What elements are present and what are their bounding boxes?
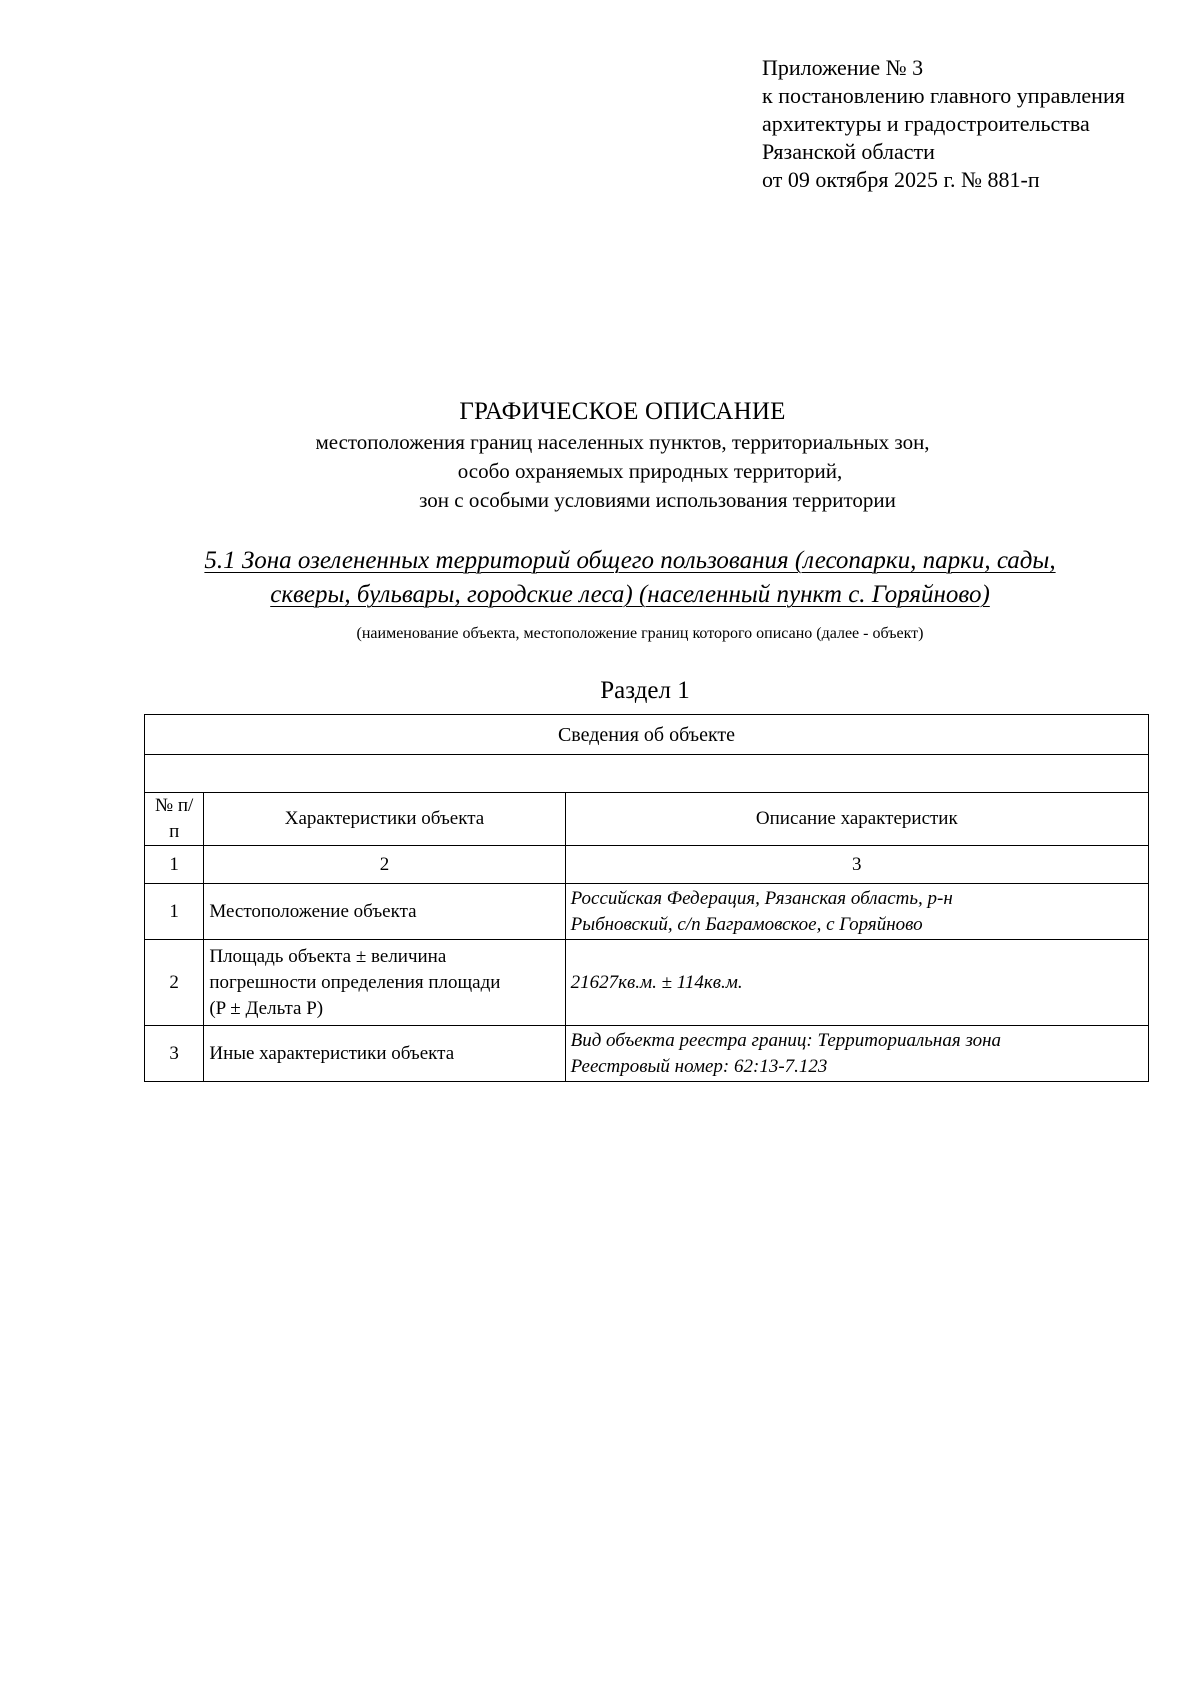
object-name-line: 5.1 Зона озелененных территорий общего пользования (лесопарки, парки, сады,: [204, 547, 1056, 574]
characteristic-name: Иные характеристики объекта: [204, 1026, 565, 1082]
appendix-line: к постановлению главного управления: [762, 83, 1125, 108]
appendix-header: [762, 54, 1125, 194]
column-header: Описание характеристик: [565, 793, 1148, 846]
table-row: [145, 884, 1149, 940]
column-number: 1: [145, 846, 204, 884]
name-line: (P ± Дельта P): [209, 997, 324, 1019]
document-subtitle: особо охраняемых природных территорий,: [457, 459, 843, 483]
table-caption: Сведения об объекте: [145, 715, 1149, 755]
value-line: Рыбновский, с/п Баграмовское, с Горяйново: [570, 913, 923, 935]
appendix-line: архитектуры и градостроительства: [762, 111, 1090, 136]
appendix-line: Рязанской области: [762, 139, 935, 164]
object-info-table: [144, 714, 1149, 1082]
value-line: Реестровый номер: 62:13-7.123: [570, 1055, 828, 1077]
table-row: [145, 940, 1149, 1026]
characteristic-value: 21627кв.м. ± 114кв.м.: [565, 940, 1148, 1026]
object-name-hint: (наименование объекта, местоположение границ которого описано (далее - объект): [356, 625, 924, 642]
table-row: [145, 1026, 1149, 1082]
section-title: Раздел 1: [600, 677, 690, 704]
characteristic-name: [204, 940, 565, 1026]
table-header-row: [145, 793, 1149, 846]
characteristic-value: [565, 884, 1148, 940]
characteristic-name: Местоположение объекта: [204, 884, 565, 940]
column-number-row: [145, 846, 1149, 884]
column-header: № п/п: [145, 793, 204, 846]
name-line: Площадь объекта ± величина: [209, 945, 447, 967]
object-name-line: скверы, бульвары, городские леса) (населенный пункт с. Горяйново): [270, 581, 990, 608]
value-line: Российская Федерация, Рязанская область, р-н: [570, 887, 953, 909]
column-number: 3: [565, 846, 1148, 884]
name-line: погрешности определения площади: [209, 971, 501, 993]
row-number: 1: [145, 884, 204, 940]
object-name: [120, 544, 1140, 612]
column-number: 2: [204, 846, 565, 884]
value-line: Вид объекта реестра границ: Территориальная зона: [570, 1029, 1002, 1051]
document-title-block: [0, 396, 1200, 515]
characteristic-value: [565, 1026, 1148, 1082]
document-title: ГРАФИЧЕСКОЕ ОПИСАНИЕ: [459, 398, 786, 425]
document-subtitle: местоположения границ населенных пунктов, территориальных зон,: [315, 430, 930, 454]
row-number: 3: [145, 1026, 204, 1082]
appendix-line: от 09 октября 2025 г. № 881-п: [762, 167, 1040, 192]
appendix-line: Приложение № 3: [762, 55, 924, 80]
row-number: 2: [145, 940, 204, 1026]
document-subtitle: зон с особыми условиями использования территории: [419, 488, 896, 512]
table-empty-row: [145, 755, 1149, 793]
column-header: Характеристики объекта: [204, 793, 565, 846]
